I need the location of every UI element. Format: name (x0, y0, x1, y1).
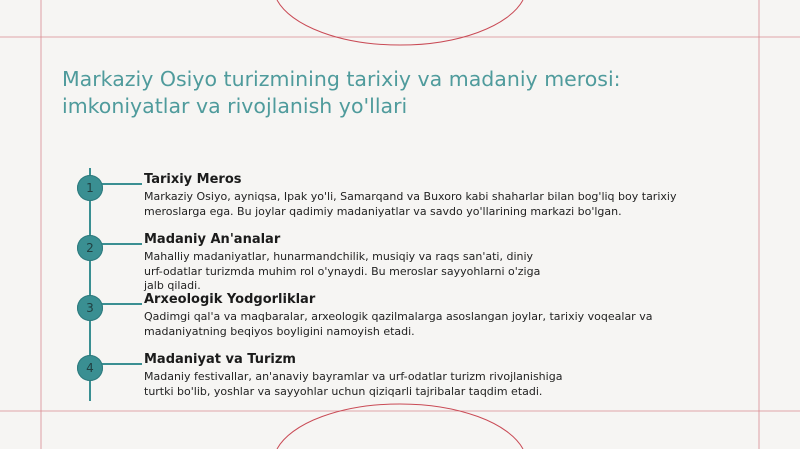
item-heading: Madaniy An'analar (144, 232, 281, 247)
item-heading: Tarixiy Meros (144, 172, 242, 187)
timeline-connector (100, 303, 142, 305)
timeline-connector (100, 243, 142, 245)
item-heading: Madaniyat va Turizm (144, 352, 296, 367)
timeline-node-2: 2 (77, 235, 103, 261)
timeline-item-2 (144, 231, 554, 294)
item-text: Madaniy festivallar, an'anaviy bayramlar va urf-odatlar turizm rivojlanishiga turtki bo'lib, yoshlar va sayyohlar uchun qiziqarli tajribalar taqdim etadi. (144, 370, 563, 398)
timeline-connector (100, 363, 142, 365)
timeline-item-4 (144, 351, 564, 399)
item-heading: Arxeologik Yodgorliklar (144, 292, 316, 307)
timeline-item-3 (144, 291, 684, 339)
timeline-item-1 (144, 171, 684, 219)
item-text: Qadimgi qal'a va maqbaralar, arxeologik qazilmalarga asoslangan joylar, tarixiy voqealar va madaniyatning beqiyos boyligini namoyish etadi. (144, 310, 653, 338)
item-text: Mahalliy madaniyatlar, hunarmandchilik, musiqiy va raqs san'ati, diniy urf-odatlar turizmda muhim rol o'ynaydi. Bu meroslar sayyohlarni o'ziga jalb qiladi. (144, 250, 541, 292)
page-title: Markaziy Osiyo turizmining tarixiy va madaniy merosi: imkoniyatlar va rivojlanish yo'llari (62, 67, 621, 118)
timeline-connector (100, 183, 142, 185)
timeline-node-1: 1 (77, 175, 103, 201)
timeline-node-4: 4 (77, 355, 103, 381)
item-text: Markaziy Osiyo, ayniqsa, Ipak yo'li, Samarqand va Buxoro kabi shaharlar bilan bog'liq boy tarixiy meroslarga ega. Bu joylar qadimiy madaniyatlar va savdo yo'llarining markazi bo'lgan. (144, 190, 677, 218)
timeline-node-3: 3 (77, 295, 103, 321)
